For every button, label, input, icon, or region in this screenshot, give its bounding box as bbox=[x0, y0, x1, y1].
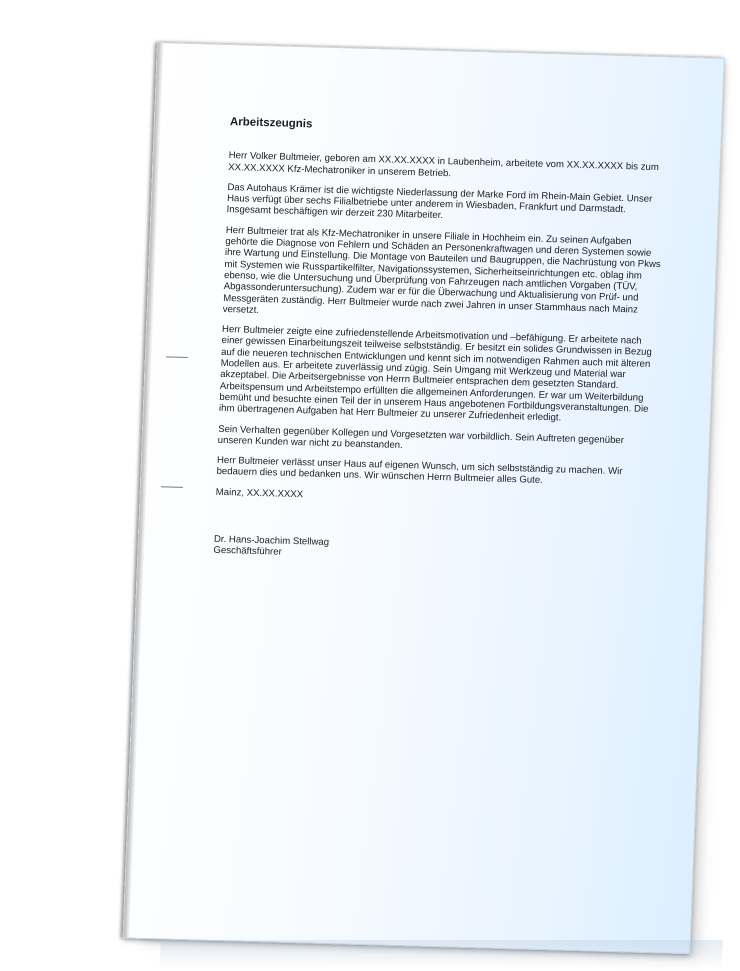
signatory-role: Geschäftsführer bbox=[213, 545, 282, 558]
paragraph-performance: Herr Bultmeier zeigte eine zufriedenstellende Arbeitsmotivation und –befähigung. Er arbeitete nach einer gewissen Einarbeitungszeit teilweise selbstständig. Er besitzt ein solides Grundwissen in Bezug auf die neueren technischen Entwicklungen und kennt sich im notwendigen Rahmen auch mit älteren Modellen aus. Er arbeitete zuverlässig und zügig. Sein Umgang mit Werkzeug und Material war akzeptabel. Die Arbeitsergebnisse von Herrn Bultmeier entsprachen dem gesetzten Standard. Arbeitspensum und Arbeitstempo erfüllten die allgemeinen Anforderungen. Er war um Weiterbildung bemüht und besuchte einen Teil der in unserem Haus angebotenen Fortbildungsveranstaltungen. Die ihm übertragenen Aufgaben hat Herr Bultmeier zu unserer Zufriedenheit erledigt. bbox=[218, 324, 652, 424]
paragraph-departure: Herr Bultmeier verlässt unser Haus auf eigenen Wunsch, um sich selbstständig zu machen. Wir bedauern dies und bedanken uns. Wir wünschen Herrn Bultmeier alles Gute. bbox=[216, 454, 623, 487]
document-title: Arbeitszeugnis bbox=[229, 116, 313, 131]
place-date: Mainz, XX.XX.XXXX bbox=[215, 486, 304, 500]
paragraph-conduct: Sein Verhalten gegenüber Kollegen und Vorgesetzten war vorbildlich. Sein Auftreten gegenüber unseren Kunden war nicht zu beanstanden. bbox=[217, 423, 625, 451]
fold-mark-top bbox=[166, 356, 188, 358]
letter-content bbox=[213, 117, 670, 569]
page-edge-shading bbox=[124, 43, 164, 938]
signatory-name: Dr. Hans-Joachim Stellwag bbox=[213, 533, 330, 549]
fold-mark-bottom bbox=[161, 486, 183, 488]
paragraph-company: Das Autohaus Krämer ist die wichtigste Niederlassung der Marke Ford im Rhein-Main Gebiet. Unser Haus verfügt über sechs Filialbetriebe unter anderem in Wiesbaden, Frankfurt und Darmstadt. Insgesamt beschäftigen wir derzeit 230 Mitarbeiter. bbox=[226, 181, 653, 222]
document-page bbox=[123, 42, 725, 954]
page-reflection bbox=[159, 940, 723, 970]
paragraph-employment: Herr Volker Bultmeier, geboren am XX.XX.XXXX in Laubenheim, arbeitete vom XX.XX.XXXX bis zum XX.XX.XXXX Kfz-Mechatroniker in unserem Betrieb. bbox=[228, 150, 660, 179]
paragraph-duties: Herr Bultmeier trat als Kfz-Mechatroniker in unsere Filiale in Hochheim ein. Zu seinen Aufgaben gehörte die Diagnose von Fehlern und Schäden an Personenkraftwagen und deren Systemen sowie ihre Wartung und Einstellung. Die Montage von Bauteilen und Baugruppen, die Nachrüstung von Pkws mit Systemen wie Russpartikelfilter, Navigationssystemen, Sicherheitseinrichtungen etc. oblag ihm ebenso, wie die Untersuchung und Überprüfung von Fahrzeugen nach amtlichen Vorgaben (TÜV, Abgassonderuntersuchung). Zudem war er für die Überwachung und Aktualisierung von Prüf- und Messgeräten zuständig. Herr Bultmeier wurde nach zwei Jahren in unser Stammhaus nach Mainz versetzt. bbox=[222, 224, 661, 316]
